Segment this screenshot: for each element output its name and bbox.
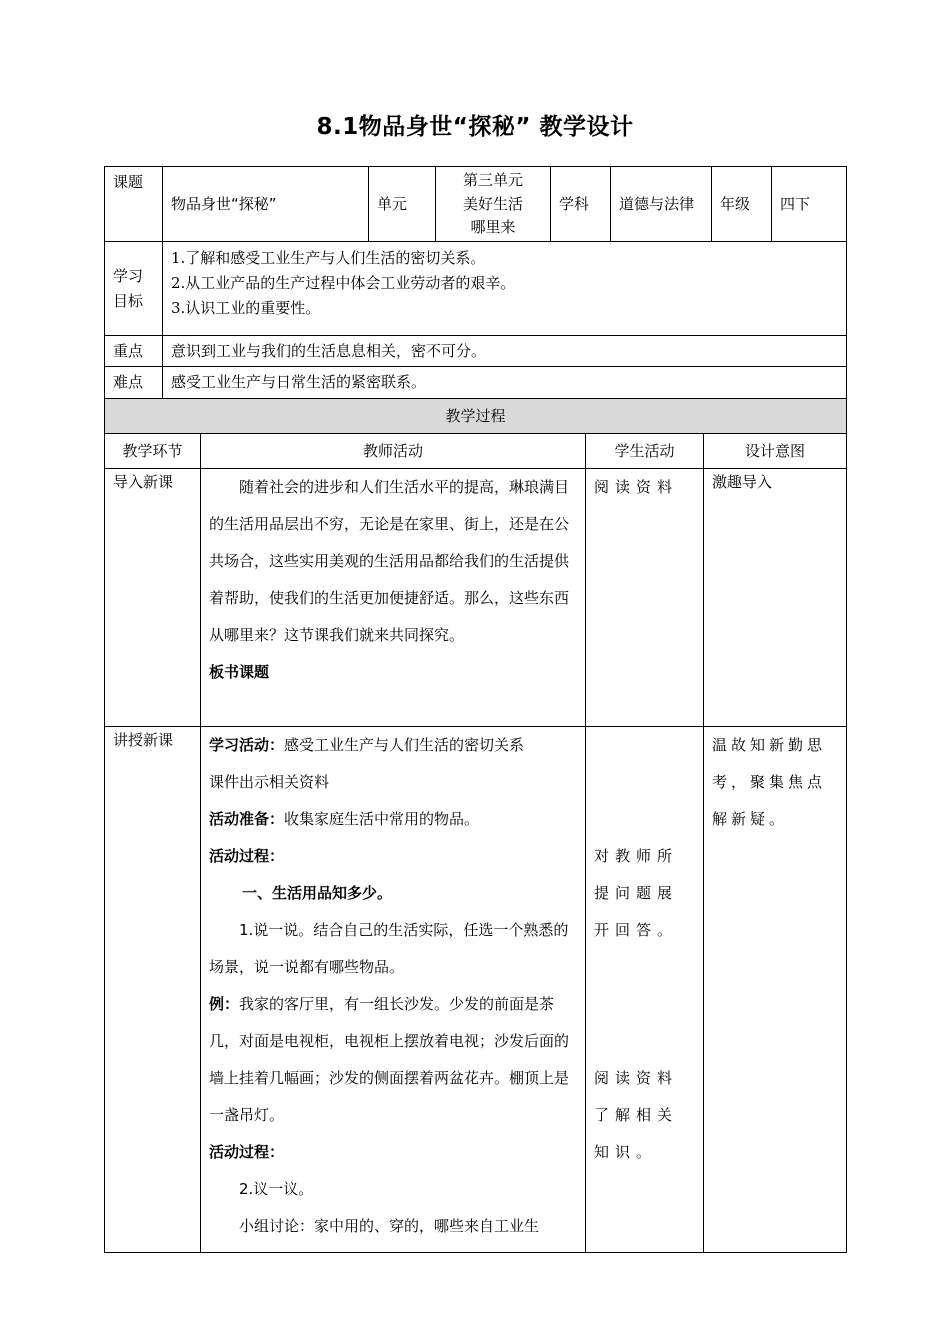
unit-value [436, 167, 551, 242]
unit-value-line: 美好生活 [462, 194, 523, 213]
goal-item: 3.认识工业的重要性。 [171, 299, 321, 317]
section-heading: 一、生活用品知多少。 [242, 884, 393, 902]
courseware-text: 课件出示相关资料 [209, 773, 330, 791]
info-row-key [105, 336, 847, 367]
intent-cell: 温故知新勤思考，聚集焦点解新疑。 [704, 727, 847, 1253]
column-header-intent: 设计意图 [704, 434, 847, 469]
stage-cell: 导入新课 [105, 469, 201, 727]
column-header-stage: 教学环节 [105, 434, 201, 469]
discussion-text: 小组讨论：家中用的、穿的，哪些来自工业生 [239, 1217, 540, 1235]
stage-cell: 讲授新课 [105, 727, 201, 1253]
process-label: 活动过程： [209, 1143, 285, 1161]
teacher-activity-cell [201, 727, 586, 1253]
column-header-teacher: 教师活动 [201, 434, 586, 469]
unit-value-line: 哪里来 [470, 218, 516, 237]
activity-text: 感受工业生产与人们生活的密切关系 [284, 736, 525, 754]
unit-value-line: 第三单元 [462, 170, 523, 189]
prep-label: 活动准备： [209, 810, 285, 828]
teacher-activity-cell [201, 469, 586, 727]
difficulty-label: 难点 [105, 367, 163, 399]
student-activity-text: 对教师所提问题展开回答。 [594, 847, 679, 939]
step-text: 1.说一说。结合自己的生活实际，任选一个熟悉的场景，说一说都有哪些物品。 [209, 921, 569, 976]
process-table [104, 398, 847, 1253]
example-label: 例： [209, 995, 240, 1013]
row-intro [105, 469, 847, 727]
difficulty-value: 感受工业生产与日常生活的紧密联系。 [163, 367, 847, 399]
student-activity-text: 阅读资料了解相关知识。 [594, 1069, 679, 1161]
board-title: 板书课题 [209, 663, 270, 681]
grade-value: 四下 [772, 167, 847, 242]
example-text: 我家的客厅里，有一组长沙发。少发的前面是茶几，对面是电视柜，电视柜上摆放着电视；沙发后面的墙上挂着几幅画；沙发的侧面摆着两盆花卉。棚顶上是一盏吊灯。 [209, 995, 570, 1124]
goals-label-line: 目标 [113, 291, 144, 310]
info-row-difficulty [105, 367, 847, 399]
prep-text: 收集家庭生活中常用的物品。 [284, 810, 480, 828]
process-label: 活动过程： [209, 847, 285, 865]
goals-list [163, 242, 847, 336]
key-label: 重点 [105, 336, 163, 367]
column-header-row [105, 434, 847, 469]
process-header: 教学过程 [105, 399, 847, 434]
goal-item: 2.从工业产品的生产过程中体会工业劳动者的艰辛。 [171, 274, 516, 292]
column-header-student: 学生活动 [586, 434, 704, 469]
info-row-topic [105, 167, 847, 242]
info-table [104, 166, 847, 399]
info-row-goals [105, 242, 847, 336]
row-new-lesson [105, 727, 847, 1253]
teacher-paragraph: 随着社会的进步和人们生活水平的提高，琳琅满目的生活用品层出不穷，无论是在家里、街上，还是在公共场合，这些实用美观的生活用品都给我们的生活提供着帮助，使我们的生活更加便捷舒适。那么，这些东西从哪里来？这节课我们就来共同探究。 [209, 478, 570, 644]
topic-label: 课题 [105, 167, 163, 242]
grade-label: 年级 [712, 167, 772, 242]
goal-item: 1.了解和感受工业生产与人们生活的密切关系。 [171, 249, 486, 267]
student-activity-cell: 阅读资料 [586, 469, 704, 727]
key-value: 意识到工业与我们的生活息息相关，密不可分。 [163, 336, 847, 367]
subject-label: 学科 [551, 167, 611, 242]
topic-value: 物品身世“探秘” [163, 167, 369, 242]
page-title: 8.1物品身世“探秘” 教学设计 [316, 114, 634, 140]
unit-label: 单元 [369, 167, 436, 242]
step-text: 2.议一议。 [239, 1180, 314, 1198]
activity-label: 学习活动： [209, 736, 285, 754]
goals-label [105, 242, 163, 336]
goals-label-line: 学习 [113, 266, 144, 285]
intent-cell: 激趣导入 [704, 469, 847, 727]
process-header-row [105, 399, 847, 434]
subject-value: 道德与法律 [611, 167, 712, 242]
student-activity-cell [586, 727, 704, 1253]
